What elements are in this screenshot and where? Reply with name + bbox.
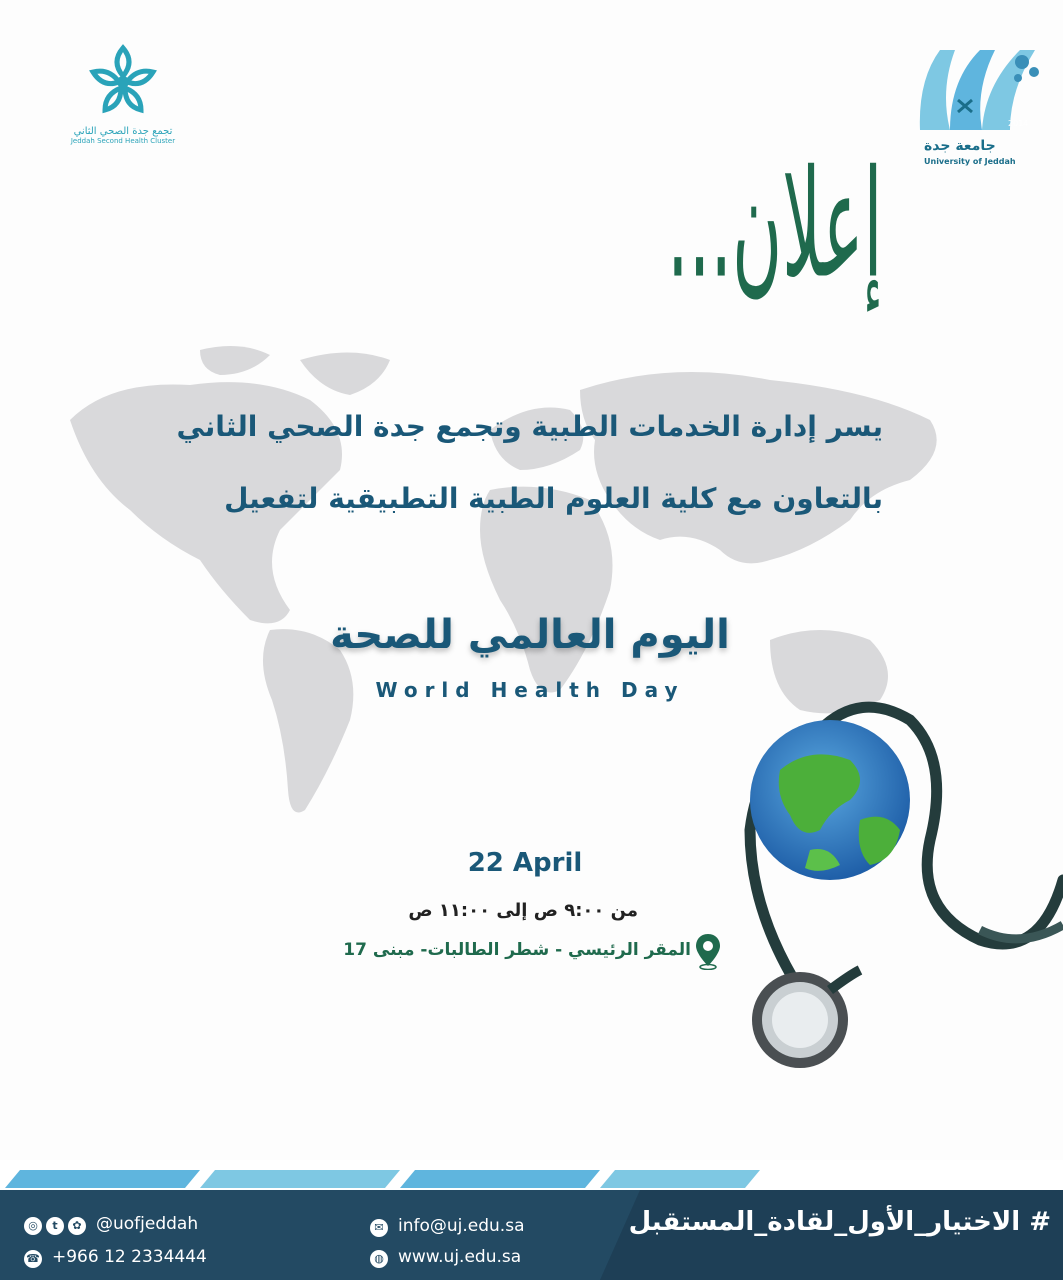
announcement-headline: إعلان... (667, 137, 883, 311)
university-emblem-icon (910, 40, 1050, 135)
phone-icon: ☎ (24, 1250, 42, 1268)
event-date: 22 April (467, 848, 583, 878)
event-time: من ٩:٠٠ ص إلى ١١:٠٠ ص (408, 900, 638, 921)
event-location: المقر الرئيسي - شطر الطالبات- مبنى 17 (343, 940, 691, 960)
university-name-en: University of Jeddah (924, 157, 1016, 166)
snapchat-icon[interactable]: ✿ (68, 1217, 86, 1235)
website-url[interactable]: www.uj.edu.sa (398, 1247, 522, 1267)
globe-icon: ◍ (370, 1250, 388, 1268)
location-pin-icon (694, 932, 722, 970)
university-logo (910, 40, 1050, 170)
social-handle[interactable]: @uofjeddah (96, 1214, 199, 1234)
cluster-name-ar: تجمع جدة الصحي الثاني (73, 126, 173, 137)
event-title-ar: اليوم العالمي للصحة (330, 612, 730, 658)
email-icon: ✉ (370, 1219, 388, 1237)
email-address[interactable]: info@uj.edu.sa (398, 1216, 525, 1236)
phone-number[interactable]: +966 12 2334444 (52, 1247, 207, 1267)
university-year: 2014 (1008, 119, 1029, 128)
intro-line-2: بالتعاون مع كلية العلوم الطبية التطبيقية لتفعيل (224, 482, 883, 515)
slogan-hashtag: # الاختيار_الأول_لقادة_المستقبل (628, 1207, 1051, 1237)
stethoscope-globe-illustration (720, 690, 1063, 1080)
twitter-icon[interactable]: t (46, 1217, 64, 1235)
flower-logo-icon (83, 40, 163, 120)
intro-line-1: يسر إدارة الخدمات الطبية وتجمع جدة الصحي الثاني (176, 410, 883, 443)
instagram-icon[interactable]: ◎ (24, 1217, 42, 1235)
cluster-name-en: Jeddah Second Health Cluster (70, 137, 176, 145)
university-name-ar: جامعة جدة (924, 138, 996, 154)
event-title-en: World Health Day (375, 678, 685, 702)
health-cluster-logo (58, 40, 188, 150)
